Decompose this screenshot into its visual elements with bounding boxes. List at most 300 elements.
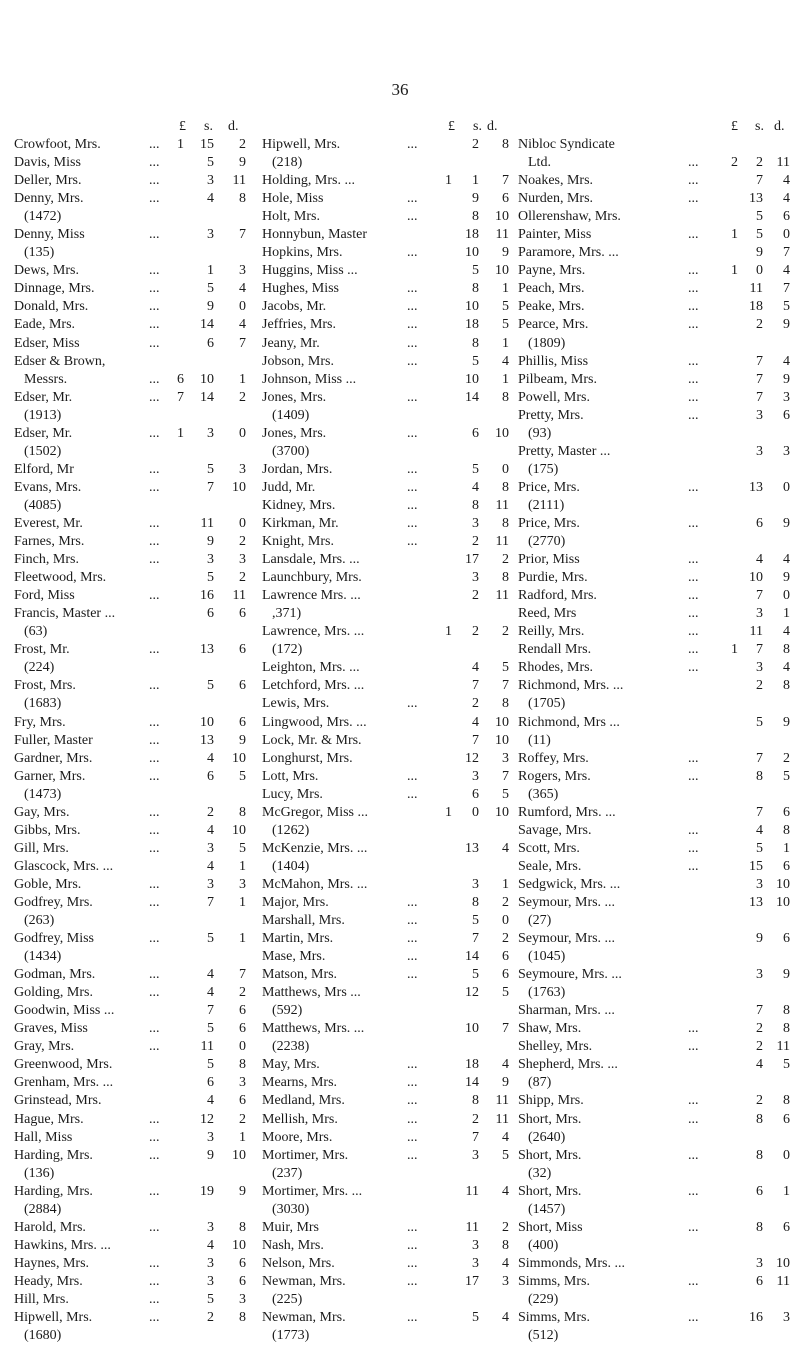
entry-line <box>14 208 254 226</box>
amount-shillings: 18 <box>749 299 763 315</box>
leader-dots: ... <box>149 173 160 189</box>
entry-line <box>14 1002 254 1020</box>
list-item <box>262 461 510 479</box>
amount-pence: 0 <box>239 515 246 531</box>
leader-dots: ... <box>688 353 699 369</box>
subscriber-name: Edser, Miss <box>14 335 80 351</box>
entry-line <box>518 461 792 479</box>
amount-pence: 1 <box>239 1129 246 1145</box>
amount-pence: 10 <box>495 263 509 279</box>
subscriber-name: Simms, Mrs. <box>518 1310 590 1326</box>
amount-pence: 6 <box>783 931 790 947</box>
amount-pence: 8 <box>783 642 790 658</box>
amount-shillings: 8 <box>472 281 479 297</box>
list-item <box>518 190 792 208</box>
entry-line <box>262 714 510 732</box>
amount-shillings: 18 <box>465 227 479 243</box>
subscriber-detail: (172) <box>272 642 303 658</box>
leader-dots: ... <box>407 1255 418 1271</box>
amount-shillings: 5 <box>207 1292 214 1307</box>
amount-pounds: 1 <box>731 263 738 279</box>
amount-shillings: 5 <box>207 281 214 297</box>
entry-line <box>518 533 792 551</box>
list-item <box>262 1074 510 1092</box>
amount-shillings: 7 <box>756 173 763 189</box>
list-item <box>14 732 254 750</box>
list-item <box>518 1038 792 1056</box>
amount-pence: 4 <box>239 317 246 333</box>
subscriber-name: Longhurst, Mrs. <box>262 750 353 766</box>
list-item <box>518 623 792 641</box>
amount-shillings: 6 <box>756 515 763 531</box>
list-item <box>262 1273 510 1309</box>
subscriber-name: Savage, Mrs. <box>518 822 592 838</box>
leader-dots: ... <box>688 1021 699 1037</box>
amount-pence: 1 <box>239 371 246 387</box>
amount-shillings: 7 <box>207 894 214 910</box>
subscriber-name: Short, Miss <box>518 1219 583 1235</box>
list-item <box>14 1147 254 1183</box>
entry-line <box>14 1147 254 1165</box>
entry-line <box>262 659 510 677</box>
list-item <box>14 822 254 840</box>
entry-line <box>262 226 510 244</box>
leader-dots: ... <box>149 714 160 730</box>
amount-shillings: 4 <box>207 1093 214 1109</box>
leader-dots: ... <box>688 606 699 622</box>
list-item <box>262 876 510 894</box>
list-item <box>518 822 792 840</box>
list-item <box>14 677 254 713</box>
amount-pence: 7 <box>783 281 790 297</box>
shillings-header: s. <box>473 119 482 134</box>
subscriber-name: Muir, Mrs <box>262 1219 319 1235</box>
list-item <box>262 280 510 298</box>
list-item <box>14 298 254 316</box>
entry-line <box>14 822 254 840</box>
amount-pence: 11 <box>776 1273 790 1289</box>
list-item <box>262 804 510 840</box>
leader-dots: ... <box>149 931 160 947</box>
amount-pence: 3 <box>239 876 246 892</box>
entry-line <box>14 280 254 298</box>
subscriber-name: Letchford, Mrs. ... <box>262 678 365 694</box>
subscriber-name: Rumford, Mrs. ... <box>518 804 616 820</box>
amount-shillings: 5 <box>756 714 763 730</box>
list-item <box>518 479 792 515</box>
subscriber-name: Nash, Mrs. <box>262 1237 324 1253</box>
leader-dots: ... <box>407 1237 418 1253</box>
amount-pence: 4 <box>783 173 790 189</box>
amount-pence: 0 <box>502 461 509 477</box>
list-item <box>14 515 254 533</box>
entry-line <box>14 1165 254 1183</box>
amount-pounds: 2 <box>731 155 738 171</box>
amount-shillings: 11 <box>749 624 763 640</box>
amount-pence: 4 <box>783 263 790 279</box>
subscriber-name: Jordan, Mrs. <box>262 461 333 477</box>
entry-line <box>14 1056 254 1074</box>
subscriber-detail: (512) <box>528 1328 559 1344</box>
entry-line <box>14 353 254 371</box>
leader-dots: ... <box>149 732 160 748</box>
amount-pence: 11 <box>776 155 790 171</box>
subscriber-name: Kidney, Mrs. <box>262 497 336 513</box>
subscriber-name: Fuller, Master <box>14 732 93 748</box>
list-item <box>518 1020 792 1038</box>
leader-dots: ... <box>149 1310 160 1326</box>
amount-pence: 6 <box>239 606 246 622</box>
amount-pence: 11 <box>495 588 509 604</box>
amount-shillings: 2 <box>472 624 479 640</box>
list-item <box>518 353 792 371</box>
subscriber-name: Lott, Mrs. <box>262 768 319 784</box>
leader-dots: ... <box>149 317 160 333</box>
amount-shillings: 5 <box>207 1021 214 1037</box>
leader-dots: ... <box>149 1021 160 1037</box>
amount-shillings: 17 <box>465 552 479 568</box>
entry-line <box>14 1291 254 1309</box>
leader-dots: ... <box>688 515 699 531</box>
leader-dots: ... <box>149 1039 160 1055</box>
amount-shillings: 4 <box>207 858 214 874</box>
list-item <box>14 1219 254 1237</box>
leader-dots: ... <box>688 479 699 495</box>
subscriber-name: McKenzie, Mrs. ... <box>262 840 368 856</box>
list-item <box>14 1255 254 1273</box>
entry-line <box>14 1111 254 1129</box>
amount-pence: 10 <box>776 1255 790 1271</box>
amount-pence: 5 <box>502 317 509 333</box>
entry-line <box>518 244 792 262</box>
amount-shillings: 5 <box>207 461 214 477</box>
entry-line <box>262 208 510 226</box>
amount-pence: 4 <box>783 353 790 369</box>
subscriber-name: Hopkins, Mrs. <box>262 245 343 261</box>
entry-line <box>14 1273 254 1291</box>
list-item <box>518 569 792 587</box>
subscriber-name: Newman, Mrs. <box>262 1273 346 1289</box>
amount-pence: 4 <box>502 840 509 856</box>
leader-dots: ... <box>149 1219 160 1235</box>
list-item <box>518 876 792 894</box>
leader-dots: ... <box>688 389 699 405</box>
amount-pence: 4 <box>783 624 790 640</box>
leader-dots: ... <box>149 155 160 171</box>
subscriber-detail: (93) <box>528 425 552 441</box>
entry-line <box>14 894 254 912</box>
list-item <box>14 533 254 551</box>
leader-dots: ... <box>688 1147 699 1163</box>
list-item <box>518 226 792 244</box>
leader-dots: ... <box>149 1273 160 1289</box>
subscriber-name: Painter, Miss <box>518 227 592 243</box>
list-item <box>262 389 510 425</box>
amount-shillings: 2 <box>756 317 763 333</box>
subscriber-name: Hipwell, Mrs. <box>14 1310 93 1326</box>
list-item <box>14 190 254 226</box>
list-item <box>518 371 792 389</box>
subscriber-name: Martin, Mrs. <box>262 931 334 947</box>
amount-pence: 10 <box>232 1237 246 1253</box>
entry-line <box>14 371 254 389</box>
amount-pence: 7 <box>239 227 246 243</box>
amount-shillings: 5 <box>756 227 763 243</box>
amount-pence: 9 <box>239 732 246 748</box>
list-item <box>518 659 792 677</box>
list-item <box>518 172 792 190</box>
leader-dots: ... <box>407 1219 418 1235</box>
currency-header <box>262 118 510 136</box>
subscriber-column-2 <box>262 118 510 1345</box>
leader-dots: ... <box>149 894 160 910</box>
list-item <box>518 966 792 1002</box>
list-item <box>518 1255 792 1273</box>
amount-shillings: 3 <box>756 1255 763 1271</box>
entry-line <box>14 569 254 587</box>
subscriber-name: Seale, Mrs. <box>518 858 582 874</box>
entry-line <box>14 1327 254 1345</box>
entry-line <box>14 407 254 425</box>
amount-pence: 4 <box>502 1129 509 1145</box>
entry-line <box>518 353 792 371</box>
subscriber-detail: (136) <box>24 1165 55 1181</box>
leader-dots: ... <box>688 371 699 387</box>
subscriber-name: Hole, Miss <box>262 191 324 207</box>
leader-dots: ... <box>688 155 699 171</box>
amount-pence: 0 <box>783 479 790 495</box>
amount-pence: 5 <box>783 1057 790 1073</box>
subscriber-name: Simms, Mrs. <box>518 1273 590 1289</box>
entry-line <box>518 425 792 443</box>
amount-shillings: 2 <box>472 1111 479 1127</box>
entry-line <box>518 1255 792 1273</box>
amount-pence: 6 <box>783 804 790 820</box>
subscriber-detail: (1680) <box>24 1328 62 1344</box>
entry-line <box>14 605 254 623</box>
subscriber-detail: (1705) <box>528 696 566 712</box>
list-item <box>518 804 792 822</box>
subscriber-name: Marshall, Mrs. <box>262 913 345 929</box>
list-item <box>518 894 792 930</box>
entry-line <box>518 876 792 894</box>
leader-dots: ... <box>688 1093 699 1109</box>
list-item <box>262 912 510 930</box>
subscriber-detail: (224) <box>24 660 55 676</box>
leader-dots: ... <box>149 876 160 892</box>
subscriber-detail: (11) <box>528 732 551 748</box>
subscriber-detail: (400) <box>528 1237 559 1253</box>
subscriber-name: Lewis, Mrs. <box>262 696 330 712</box>
amount-shillings: 3 <box>756 876 763 892</box>
leader-dots: ... <box>688 552 699 568</box>
amount-shillings: 11 <box>200 515 214 531</box>
shillings-header: s. <box>755 119 764 134</box>
entry-line <box>518 804 792 822</box>
entry-line <box>518 551 792 569</box>
subscriber-name: Evans, Mrs. <box>14 479 82 495</box>
amount-shillings: 2 <box>756 1039 763 1055</box>
leader-dots: ... <box>688 858 699 874</box>
subscriber-detail: (27) <box>528 913 552 929</box>
subscriber-name: Everest, Mr. <box>14 515 83 531</box>
amount-pence: 11 <box>495 1111 509 1127</box>
entry-line <box>262 587 510 605</box>
entry-list <box>518 136 792 1345</box>
leader-dots: ... <box>407 1129 418 1145</box>
amount-pence: 3 <box>239 552 246 568</box>
list-item <box>262 371 510 389</box>
leader-dots: ... <box>407 461 418 477</box>
subscriber-name: Moore, Mrs. <box>262 1129 333 1145</box>
list-item <box>262 172 510 190</box>
amount-pence: 8 <box>502 137 509 152</box>
subscriber-name: Sharman, Mrs. ... <box>518 1003 615 1019</box>
leader-dots: ... <box>688 822 699 838</box>
leader-dots: ... <box>688 1183 699 1199</box>
amount-pence: 2 <box>783 750 790 766</box>
subscriber-name: Peach, Mrs. <box>518 281 585 297</box>
leader-dots: ... <box>688 407 699 423</box>
leader-dots: ... <box>407 913 418 929</box>
amount-shillings: 3 <box>207 1273 214 1289</box>
leader-dots: ... <box>149 281 160 297</box>
amount-pence: 6 <box>239 1003 246 1019</box>
entry-line <box>262 371 510 389</box>
subscriber-detail: (1045) <box>528 949 566 965</box>
subscriber-detail: (365) <box>528 786 559 802</box>
entry-line <box>262 984 510 1002</box>
amount-shillings: 5 <box>207 678 214 694</box>
leader-dots: ... <box>407 353 418 369</box>
leader-dots: ... <box>688 768 699 784</box>
leader-dots: ... <box>407 209 418 225</box>
entry-line <box>262 1074 510 1092</box>
list-item <box>262 244 510 262</box>
amount-shillings: 2 <box>756 155 763 171</box>
subscriber-name: Mase, Mrs. <box>262 949 326 965</box>
list-item <box>14 984 254 1002</box>
subscriber-name: Richmond, Mrs ... <box>518 714 620 730</box>
leader-dots: ... <box>688 660 699 676</box>
amount-shillings: 3 <box>472 1147 479 1163</box>
list-item <box>14 1129 254 1147</box>
amount-pence: 6 <box>239 642 246 658</box>
list-item <box>262 353 510 371</box>
subscriber-name: Davis, Miss <box>14 155 81 171</box>
entry-line <box>518 714 792 732</box>
entry-line <box>14 1183 254 1201</box>
list-item <box>518 515 792 551</box>
subscriber-detail: (1683) <box>24 696 62 712</box>
entry-line <box>262 948 510 966</box>
amount-shillings: 8 <box>472 335 479 351</box>
amount-pence: 3 <box>239 461 246 477</box>
list-item <box>14 966 254 984</box>
leader-dots: ... <box>688 317 699 333</box>
subscriber-name: Medland, Mrs. <box>262 1093 345 1109</box>
entry-line <box>14 154 254 172</box>
entry-line <box>262 1147 510 1165</box>
subscriber-name: Shaw, Mrs. <box>518 1021 582 1037</box>
entry-line <box>262 930 510 948</box>
amount-pence: 7 <box>239 335 246 351</box>
entry-line <box>14 587 254 605</box>
entry-line <box>518 948 792 966</box>
amount-pence: 6 <box>239 678 246 694</box>
amount-shillings: 10 <box>465 371 479 387</box>
amount-shillings: 3 <box>756 443 763 459</box>
amount-shillings: 4 <box>472 479 479 495</box>
subscriber-name: Scott, Mrs. <box>518 840 580 856</box>
list-item <box>14 1273 254 1291</box>
subscriber-name: Elford, Mr <box>14 461 74 477</box>
amount-shillings: 3 <box>207 1219 214 1235</box>
subscriber-name: Shepherd, Mrs. ... <box>518 1057 618 1073</box>
amount-shillings: 2 <box>472 696 479 712</box>
amount-shillings: 3 <box>207 425 214 441</box>
subscriber-name: Seymour, Mrs. ... <box>518 894 616 910</box>
subscriber-detail: (1763) <box>528 985 566 1001</box>
amount-shillings: 3 <box>207 876 214 892</box>
subscriber-name: Greenwood, Mrs. <box>14 1057 113 1073</box>
subscriber-name: Seymoure, Mrs. ... <box>518 967 622 983</box>
leader-dots: ... <box>149 1255 160 1271</box>
leader-dots: ... <box>407 768 418 784</box>
subscriber-name: Sedgwick, Mrs. ... <box>518 876 621 892</box>
amount-shillings: 13 <box>200 732 214 748</box>
list-item <box>14 1092 254 1110</box>
list-item <box>262 623 510 659</box>
subscriber-name: Golding, Mrs. <box>14 985 93 1001</box>
leader-dots: ... <box>407 389 418 405</box>
subscriber-name: Richmond, Mrs. ... <box>518 678 624 694</box>
leader-dots: ... <box>407 515 418 531</box>
subscriber-name: Johnson, Miss ... <box>262 371 357 387</box>
leader-dots: ... <box>149 515 160 531</box>
amount-shillings: 3 <box>207 227 214 243</box>
shillings-header: s. <box>204 119 213 134</box>
amount-shillings: 13 <box>749 894 763 910</box>
amount-pence: 4 <box>783 660 790 676</box>
entry-line <box>14 298 254 316</box>
amount-shillings: 8 <box>472 894 479 910</box>
entry-line <box>14 948 254 966</box>
leader-dots: ... <box>149 227 160 243</box>
list-item <box>518 768 792 804</box>
entry-line <box>518 1129 792 1147</box>
amount-pence: 11 <box>495 227 509 243</box>
amount-pence: 0 <box>239 425 246 441</box>
entry-line <box>14 497 254 515</box>
amount-pence: 9 <box>239 1183 246 1199</box>
list-item <box>518 443 792 479</box>
list-item <box>262 1129 510 1147</box>
leader-dots: ... <box>149 191 160 207</box>
amount-pence: 4 <box>783 191 790 207</box>
entry-line <box>518 966 792 984</box>
entry-line <box>262 190 510 208</box>
leader-dots: ... <box>407 1057 418 1073</box>
subscriber-detail: (592) <box>272 1003 303 1019</box>
list-item <box>262 894 510 912</box>
subscriber-detail: (237) <box>272 1165 303 1181</box>
entry-line <box>518 1147 792 1165</box>
amount-shillings: 13 <box>749 479 763 495</box>
subscriber-detail: (2640) <box>528 1129 566 1145</box>
list-item <box>518 407 792 443</box>
amount-pence: 2 <box>502 552 509 568</box>
